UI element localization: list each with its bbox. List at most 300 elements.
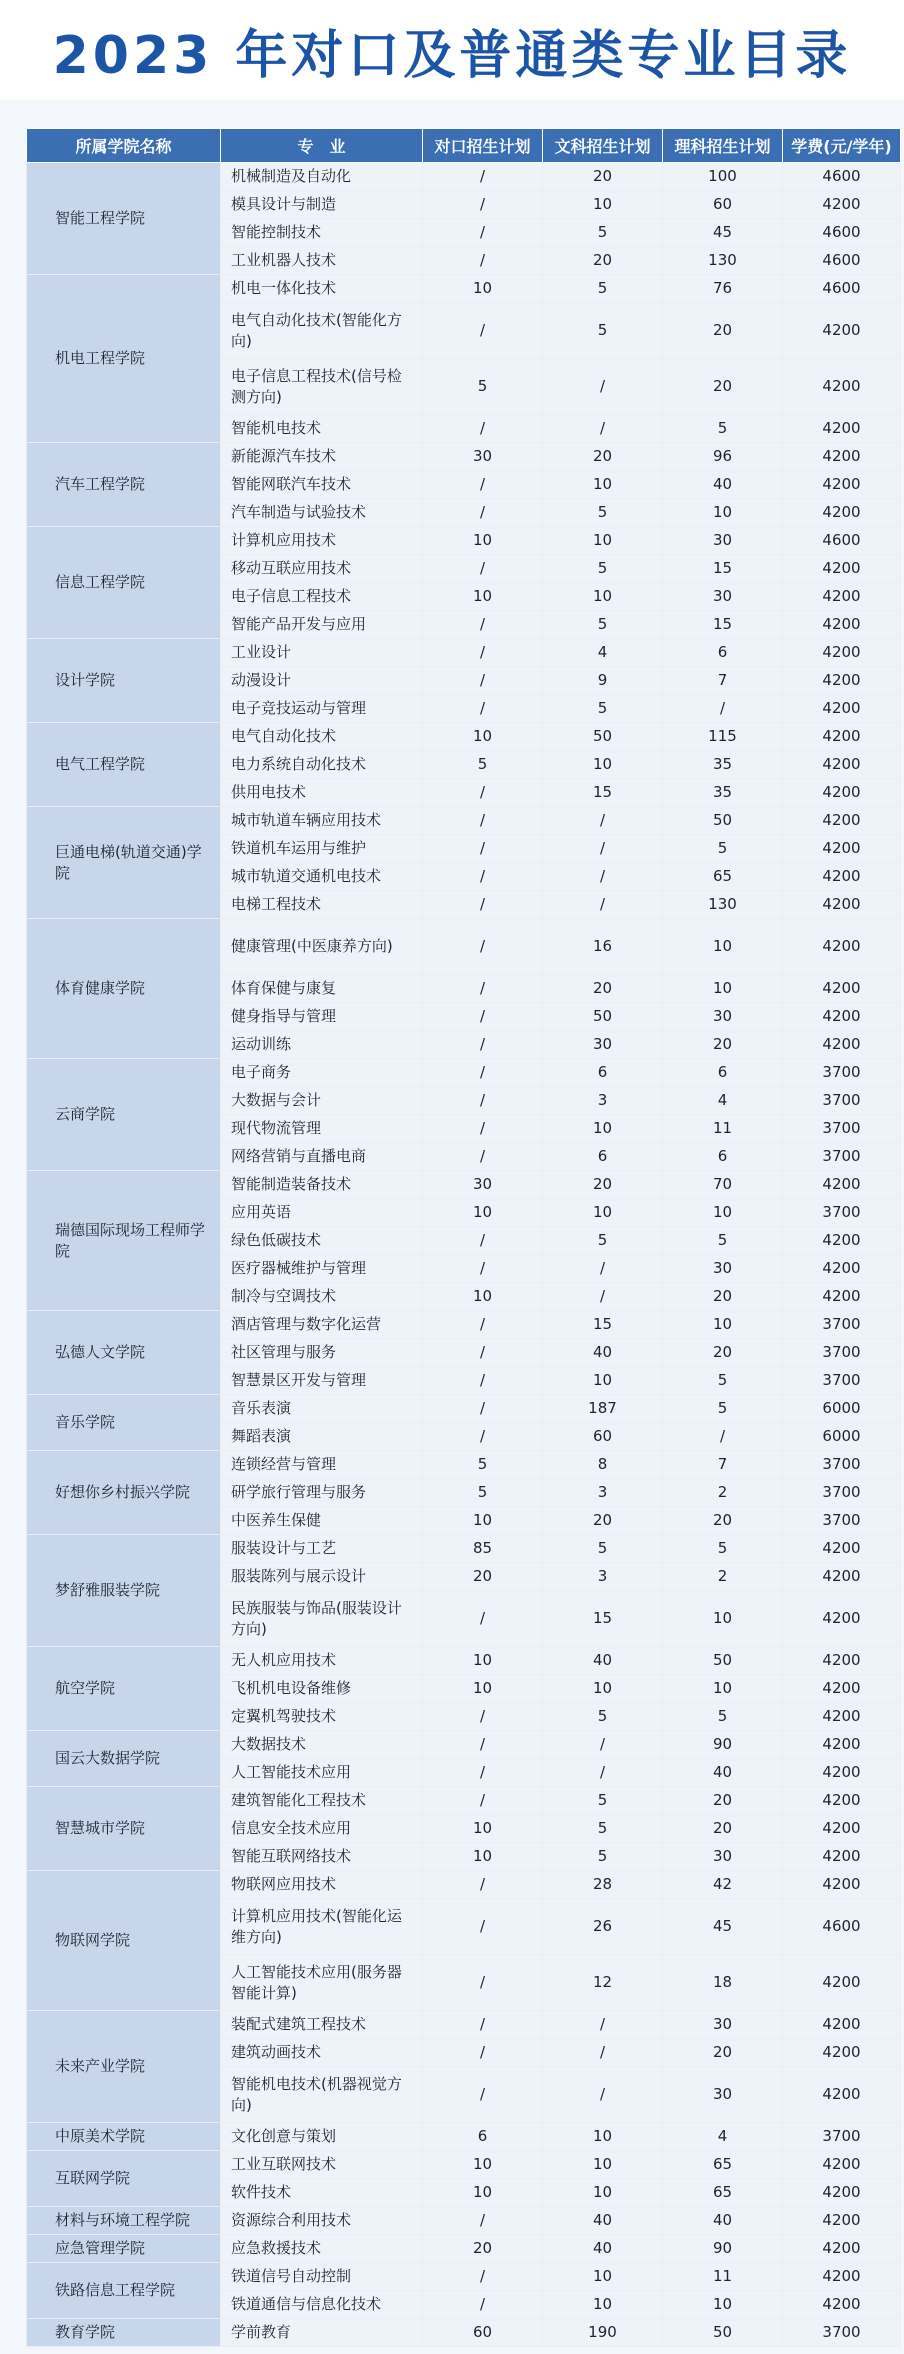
- college-cell: 电气工程学院: [27, 723, 221, 807]
- college-cell: 铁路信息工程学院: [27, 2263, 221, 2319]
- science-plan-cell: /: [663, 1423, 783, 1451]
- arts-plan-cell: 10: [543, 1367, 663, 1395]
- vocational-plan-cell: /: [423, 975, 543, 1003]
- college-cell: 国云大数据学院: [27, 1731, 221, 1787]
- header-tuition: 学费(元/学年): [783, 129, 901, 163]
- arts-plan-cell: 10: [543, 583, 663, 611]
- arts-plan-cell: /: [543, 863, 663, 891]
- science-plan-cell: 65: [663, 863, 783, 891]
- arts-plan-cell: /: [543, 891, 663, 919]
- science-plan-cell: 100: [663, 163, 783, 191]
- table-row: [27, 1311, 901, 1339]
- arts-plan-cell: 5: [543, 695, 663, 723]
- science-plan-cell: 7: [663, 667, 783, 695]
- tuition-cell: 4200: [783, 303, 901, 359]
- science-plan-cell: 50: [663, 2319, 783, 2347]
- college-cell: 体育健康学院: [27, 919, 221, 1059]
- tuition-cell: 4200: [783, 863, 901, 891]
- major-cell: 服装陈列与展示设计: [221, 1563, 423, 1591]
- science-plan-cell: 20: [663, 1339, 783, 1367]
- major-cell: 智慧景区开发与管理: [221, 1367, 423, 1395]
- science-plan-cell: 10: [663, 1199, 783, 1227]
- vocational-plan-cell: 10: [423, 1647, 543, 1675]
- college-cell: 航空学院: [27, 1647, 221, 1731]
- major-cell: 电气自动化技术(智能化方向): [221, 303, 423, 359]
- major-cell: 应用英语: [221, 1199, 423, 1227]
- major-cell: 电子信息工程技术: [221, 583, 423, 611]
- science-plan-cell: 20: [663, 359, 783, 415]
- tuition-cell: 4200: [783, 2067, 901, 2123]
- vocational-plan-cell: /: [423, 919, 543, 975]
- arts-plan-cell: 9: [543, 667, 663, 695]
- vocational-plan-cell: /: [423, 1143, 543, 1171]
- vocational-plan-cell: /: [423, 639, 543, 667]
- science-plan-cell: 30: [663, 583, 783, 611]
- major-cell: 智能机电技术: [221, 415, 423, 443]
- college-cell: 设计学院: [27, 639, 221, 723]
- table-row: [27, 919, 901, 975]
- tuition-cell: 4600: [783, 219, 901, 247]
- catalog-table-wrap: [26, 128, 900, 2347]
- major-cell: 机械制造及自动化: [221, 163, 423, 191]
- vocational-plan-cell: /: [423, 2263, 543, 2291]
- vocational-plan-cell: 5: [423, 1451, 543, 1479]
- major-cell: 建筑智能化工程技术: [221, 1787, 423, 1815]
- vocational-plan-cell: /: [423, 1003, 543, 1031]
- vocational-plan-cell: /: [423, 695, 543, 723]
- tuition-cell: 4200: [783, 667, 901, 695]
- tuition-cell: 4200: [783, 1255, 901, 1283]
- major-cell: 人工智能技术应用: [221, 1759, 423, 1787]
- arts-plan-cell: 5: [543, 555, 663, 583]
- tuition-cell: 3700: [783, 1367, 901, 1395]
- major-cell: 计算机应用技术: [221, 527, 423, 555]
- tuition-cell: 3700: [783, 1479, 901, 1507]
- science-plan-cell: 15: [663, 611, 783, 639]
- table-row: [27, 807, 901, 835]
- major-cell: 人工智能技术应用(服务器智能计算): [221, 1955, 423, 2011]
- tuition-cell: 4200: [783, 2151, 901, 2179]
- tuition-cell: 4200: [783, 611, 901, 639]
- tuition-cell: 6000: [783, 1395, 901, 1423]
- science-plan-cell: 30: [663, 1843, 783, 1871]
- arts-plan-cell: /: [543, 2039, 663, 2067]
- tuition-cell: 4200: [783, 751, 901, 779]
- vocational-plan-cell: /: [423, 1423, 543, 1451]
- tuition-cell: 4200: [783, 2263, 901, 2291]
- major-cell: 健康管理(中医康养方向): [221, 919, 423, 975]
- major-cell: 电子商务: [221, 1059, 423, 1087]
- science-plan-cell: 30: [663, 2067, 783, 2123]
- vocational-plan-cell: 10: [423, 1843, 543, 1871]
- arts-plan-cell: 5: [543, 1815, 663, 1843]
- tuition-cell: 4200: [783, 1283, 901, 1311]
- major-cell: 信息安全技术应用: [221, 1815, 423, 1843]
- arts-plan-cell: 40: [543, 2235, 663, 2263]
- science-plan-cell: 7: [663, 1451, 783, 1479]
- tuition-cell: 4200: [783, 2011, 901, 2039]
- vocational-plan-cell: /: [423, 499, 543, 527]
- major-cell: 民族服装与饰品(服装设计方向): [221, 1591, 423, 1647]
- science-plan-cell: 20: [663, 1815, 783, 1843]
- vocational-plan-cell: 10: [423, 2151, 543, 2179]
- major-cell: 物联网应用技术: [221, 1871, 423, 1899]
- vocational-plan-cell: /: [423, 1227, 543, 1255]
- tuition-cell: 3700: [783, 1311, 901, 1339]
- science-plan-cell: 40: [663, 471, 783, 499]
- arts-plan-cell: 5: [543, 1703, 663, 1731]
- vocational-plan-cell: 10: [423, 275, 543, 303]
- major-cell: 文化创意与策划: [221, 2123, 423, 2151]
- science-plan-cell: 130: [663, 891, 783, 919]
- table-row: [27, 2235, 901, 2263]
- tuition-cell: 4200: [783, 1843, 901, 1871]
- science-plan-cell: 42: [663, 1871, 783, 1899]
- header-major: 专 业: [221, 129, 423, 163]
- major-cell: 计算机应用技术(智能化运维方向): [221, 1899, 423, 1955]
- arts-plan-cell: 20: [543, 163, 663, 191]
- table-header-row: [27, 129, 901, 163]
- major-cell: 资源综合利用技术: [221, 2207, 423, 2235]
- vocational-plan-cell: 30: [423, 443, 543, 471]
- science-plan-cell: /: [663, 695, 783, 723]
- major-cell: 工业机器人技术: [221, 247, 423, 275]
- arts-plan-cell: 5: [543, 1843, 663, 1871]
- arts-plan-cell: 5: [543, 1535, 663, 1563]
- vocational-plan-cell: 6: [423, 2123, 543, 2151]
- tuition-cell: 4200: [783, 807, 901, 835]
- vocational-plan-cell: /: [423, 2067, 543, 2123]
- tuition-cell: 3700: [783, 2123, 901, 2151]
- tuition-cell: 4200: [783, 359, 901, 415]
- vocational-plan-cell: /: [423, 247, 543, 275]
- vocational-plan-cell: 10: [423, 1675, 543, 1703]
- tuition-cell: 4600: [783, 247, 901, 275]
- vocational-plan-cell: /: [423, 303, 543, 359]
- arts-plan-cell: 50: [543, 723, 663, 751]
- vocational-plan-cell: /: [423, 1787, 543, 1815]
- major-cell: 动漫设计: [221, 667, 423, 695]
- tuition-cell: 4600: [783, 275, 901, 303]
- arts-plan-cell: /: [543, 2011, 663, 2039]
- vocational-plan-cell: 10: [423, 1199, 543, 1227]
- major-cell: 舞蹈表演: [221, 1423, 423, 1451]
- table-row: [27, 1535, 901, 1563]
- major-cell: 软件技术: [221, 2179, 423, 2207]
- tuition-cell: 4200: [783, 723, 901, 751]
- science-plan-cell: 15: [663, 555, 783, 583]
- science-plan-cell: 45: [663, 219, 783, 247]
- major-cell: 连锁经营与管理: [221, 1451, 423, 1479]
- major-cell: 装配式建筑工程技术: [221, 2011, 423, 2039]
- college-cell: 机电工程学院: [27, 275, 221, 443]
- science-plan-cell: 90: [663, 2235, 783, 2263]
- vocational-plan-cell: /: [423, 1339, 543, 1367]
- science-plan-cell: 65: [663, 2179, 783, 2207]
- table-row: [27, 2151, 901, 2179]
- tuition-cell: 4200: [783, 1647, 901, 1675]
- arts-plan-cell: 15: [543, 1591, 663, 1647]
- arts-plan-cell: 187: [543, 1395, 663, 1423]
- major-cell: 大数据与会计: [221, 1087, 423, 1115]
- science-plan-cell: 10: [663, 1311, 783, 1339]
- tuition-cell: 4200: [783, 1003, 901, 1031]
- vocational-plan-cell: /: [423, 1367, 543, 1395]
- science-plan-cell: 130: [663, 247, 783, 275]
- major-cell: 城市轨道车辆应用技术: [221, 807, 423, 835]
- major-cell: 应急救援技术: [221, 2235, 423, 2263]
- table-row: [27, 2207, 901, 2235]
- major-cell: 制冷与空调技术: [221, 1283, 423, 1311]
- science-plan-cell: 6: [663, 1143, 783, 1171]
- tuition-cell: 4200: [783, 499, 901, 527]
- tuition-cell: 4600: [783, 1899, 901, 1955]
- vocational-plan-cell: /: [423, 863, 543, 891]
- science-plan-cell: 70: [663, 1171, 783, 1199]
- vocational-plan-cell: /: [423, 1871, 543, 1899]
- vocational-plan-cell: 60: [423, 2319, 543, 2347]
- college-cell: 中原美术学院: [27, 2123, 221, 2151]
- vocational-plan-cell: /: [423, 1031, 543, 1059]
- science-plan-cell: 10: [663, 975, 783, 1003]
- table-body: [27, 163, 901, 2347]
- arts-plan-cell: 10: [543, 2151, 663, 2179]
- major-cell: 新能源汽车技术: [221, 443, 423, 471]
- college-cell: 应急管理学院: [27, 2235, 221, 2263]
- college-cell: 信息工程学院: [27, 527, 221, 639]
- arts-plan-cell: 20: [543, 975, 663, 1003]
- tuition-cell: 4200: [783, 1171, 901, 1199]
- tuition-cell: 4200: [783, 1675, 901, 1703]
- tuition-cell: 4200: [783, 1031, 901, 1059]
- vocational-plan-cell: /: [423, 1115, 543, 1143]
- major-cell: 智能互联网络技术: [221, 1843, 423, 1871]
- science-plan-cell: 115: [663, 723, 783, 751]
- arts-plan-cell: 60: [543, 1423, 663, 1451]
- science-plan-cell: 5: [663, 1703, 783, 1731]
- vocational-plan-cell: /: [423, 415, 543, 443]
- tuition-cell: 3700: [783, 1059, 901, 1087]
- science-plan-cell: 96: [663, 443, 783, 471]
- vocational-plan-cell: 10: [423, 1507, 543, 1535]
- header-college: 所属学院名称: [27, 129, 221, 163]
- tuition-cell: 3700: [783, 1087, 901, 1115]
- arts-plan-cell: 10: [543, 1199, 663, 1227]
- major-cell: 铁道通信与信息化技术: [221, 2291, 423, 2319]
- vocational-plan-cell: 5: [423, 751, 543, 779]
- vocational-plan-cell: /: [423, 779, 543, 807]
- arts-plan-cell: 20: [543, 443, 663, 471]
- tuition-cell: 3700: [783, 1199, 901, 1227]
- arts-plan-cell: 40: [543, 1647, 663, 1675]
- arts-plan-cell: 10: [543, 1675, 663, 1703]
- science-plan-cell: 5: [663, 1535, 783, 1563]
- arts-plan-cell: 10: [543, 2291, 663, 2319]
- tuition-cell: 4200: [783, 1815, 901, 1843]
- science-plan-cell: 10: [663, 919, 783, 975]
- header-vocational-plan: 对口招生计划: [423, 129, 543, 163]
- major-cell: 酒店管理与数字化运营: [221, 1311, 423, 1339]
- vocational-plan-cell: /: [423, 807, 543, 835]
- major-cell: 工业设计: [221, 639, 423, 667]
- major-cell: 研学旅行管理与服务: [221, 1479, 423, 1507]
- science-plan-cell: 30: [663, 2011, 783, 2039]
- arts-plan-cell: 3: [543, 1563, 663, 1591]
- vocational-plan-cell: /: [423, 1731, 543, 1759]
- science-plan-cell: 6: [663, 1059, 783, 1087]
- arts-plan-cell: 10: [543, 2263, 663, 2291]
- tuition-cell: 4200: [783, 919, 901, 975]
- arts-plan-cell: 5: [543, 303, 663, 359]
- major-cell: 电子竞技运动与管理: [221, 695, 423, 723]
- major-cell: 电气自动化技术: [221, 723, 423, 751]
- science-plan-cell: 5: [663, 1367, 783, 1395]
- header-arts-plan: 文科招生计划: [543, 129, 663, 163]
- major-cell: 无人机应用技术: [221, 1647, 423, 1675]
- table-row: [27, 639, 901, 667]
- arts-plan-cell: 50: [543, 1003, 663, 1031]
- major-cell: 智能机电技术(机器视觉方向): [221, 2067, 423, 2123]
- science-plan-cell: 6: [663, 639, 783, 667]
- vocational-plan-cell: 5: [423, 359, 543, 415]
- science-plan-cell: 50: [663, 807, 783, 835]
- tuition-cell: 4200: [783, 1731, 901, 1759]
- tuition-cell: 3700: [783, 1339, 901, 1367]
- table-row: [27, 1395, 901, 1423]
- arts-plan-cell: 10: [543, 2123, 663, 2151]
- science-plan-cell: 10: [663, 2291, 783, 2319]
- science-plan-cell: 60: [663, 191, 783, 219]
- tuition-cell: 4200: [783, 891, 901, 919]
- arts-plan-cell: /: [543, 1731, 663, 1759]
- vocational-plan-cell: 85: [423, 1535, 543, 1563]
- major-cell: 大数据技术: [221, 1731, 423, 1759]
- tuition-cell: 4200: [783, 1759, 901, 1787]
- arts-plan-cell: 10: [543, 471, 663, 499]
- major-cell: 社区管理与服务: [221, 1339, 423, 1367]
- arts-plan-cell: 10: [543, 527, 663, 555]
- major-cell: 移动互联应用技术: [221, 555, 423, 583]
- science-plan-cell: 5: [663, 1395, 783, 1423]
- science-plan-cell: 40: [663, 2207, 783, 2235]
- vocational-plan-cell: /: [423, 1087, 543, 1115]
- science-plan-cell: 90: [663, 1731, 783, 1759]
- major-cell: 智能制造装备技术: [221, 1171, 423, 1199]
- major-cell: 电子信息工程技术(信号检测方向): [221, 359, 423, 415]
- vocational-plan-cell: /: [423, 1395, 543, 1423]
- arts-plan-cell: 20: [543, 1507, 663, 1535]
- page-title: 2023 年对口及普通类专业目录: [52, 25, 852, 86]
- college-cell: 音乐学院: [27, 1395, 221, 1451]
- vocational-plan-cell: /: [423, 611, 543, 639]
- arts-plan-cell: 3: [543, 1087, 663, 1115]
- science-plan-cell: 65: [663, 2151, 783, 2179]
- arts-plan-cell: /: [543, 1255, 663, 1283]
- college-cell: 瑞德国际现场工程师学院: [27, 1171, 221, 1311]
- arts-plan-cell: /: [543, 807, 663, 835]
- major-cell: 建筑动画技术: [221, 2039, 423, 2067]
- vocational-plan-cell: /: [423, 191, 543, 219]
- college-cell: 未来产业学院: [27, 2011, 221, 2123]
- vocational-plan-cell: 20: [423, 1563, 543, 1591]
- vocational-plan-cell: /: [423, 1059, 543, 1087]
- tuition-cell: 4200: [783, 191, 901, 219]
- science-plan-cell: 20: [663, 2039, 783, 2067]
- science-plan-cell: 10: [663, 1591, 783, 1647]
- tuition-cell: 4200: [783, 1703, 901, 1731]
- tuition-cell: 4200: [783, 471, 901, 499]
- major-cell: 智能网联汽车技术: [221, 471, 423, 499]
- science-plan-cell: 40: [663, 1759, 783, 1787]
- vocational-plan-cell: /: [423, 219, 543, 247]
- science-plan-cell: 50: [663, 1647, 783, 1675]
- science-plan-cell: 35: [663, 779, 783, 807]
- table-row: [27, 1647, 901, 1675]
- tuition-cell: 4200: [783, 2179, 901, 2207]
- table-row: [27, 1731, 901, 1759]
- science-plan-cell: 45: [663, 1899, 783, 1955]
- tuition-cell: 4200: [783, 555, 901, 583]
- arts-plan-cell: 10: [543, 751, 663, 779]
- tuition-cell: 4600: [783, 163, 901, 191]
- vocational-plan-cell: /: [423, 1703, 543, 1731]
- vocational-plan-cell: /: [423, 555, 543, 583]
- arts-plan-cell: 28: [543, 1871, 663, 1899]
- major-cell: 工业互联网技术: [221, 2151, 423, 2179]
- table-row: [27, 1059, 901, 1087]
- table-row: [27, 1787, 901, 1815]
- major-cell: 中医养生保健: [221, 1507, 423, 1535]
- science-plan-cell: 35: [663, 751, 783, 779]
- science-plan-cell: 20: [663, 1283, 783, 1311]
- tuition-cell: 4200: [783, 2235, 901, 2263]
- table-row: [27, 723, 901, 751]
- tuition-cell: 4200: [783, 639, 901, 667]
- table-row: [27, 275, 901, 303]
- arts-plan-cell: 10: [543, 1115, 663, 1143]
- vocational-plan-cell: /: [423, 2039, 543, 2067]
- table-row: [27, 2123, 901, 2151]
- tuition-cell: 4200: [783, 2039, 901, 2067]
- vocational-plan-cell: /: [423, 1255, 543, 1283]
- vocational-plan-cell: /: [423, 471, 543, 499]
- tuition-cell: 4200: [783, 583, 901, 611]
- college-cell: 智慧城市学院: [27, 1787, 221, 1871]
- major-cell: 医疗器械维护与管理: [221, 1255, 423, 1283]
- arts-plan-cell: 20: [543, 247, 663, 275]
- major-cell: 铁道机车运用与维护: [221, 835, 423, 863]
- tuition-cell: 4200: [783, 1535, 901, 1563]
- arts-plan-cell: /: [543, 415, 663, 443]
- tuition-cell: 3700: [783, 1143, 901, 1171]
- arts-plan-cell: 30: [543, 1031, 663, 1059]
- arts-plan-cell: 15: [543, 779, 663, 807]
- arts-plan-cell: 5: [543, 611, 663, 639]
- science-plan-cell: 20: [663, 303, 783, 359]
- tuition-cell: 4200: [783, 1591, 901, 1647]
- vocational-plan-cell: /: [423, 1899, 543, 1955]
- college-cell: 好想你乡村振兴学院: [27, 1451, 221, 1535]
- college-cell: 互联网学院: [27, 2151, 221, 2207]
- science-plan-cell: 11: [663, 2263, 783, 2291]
- major-cell: 绿色低碳技术: [221, 1227, 423, 1255]
- college-cell: 材料与环境工程学院: [27, 2207, 221, 2235]
- major-cell: 飞机机电设备维修: [221, 1675, 423, 1703]
- college-cell: 物联网学院: [27, 1871, 221, 2011]
- major-cell: 电力系统自动化技术: [221, 751, 423, 779]
- table-row: [27, 1171, 901, 1199]
- tuition-cell: 4600: [783, 527, 901, 555]
